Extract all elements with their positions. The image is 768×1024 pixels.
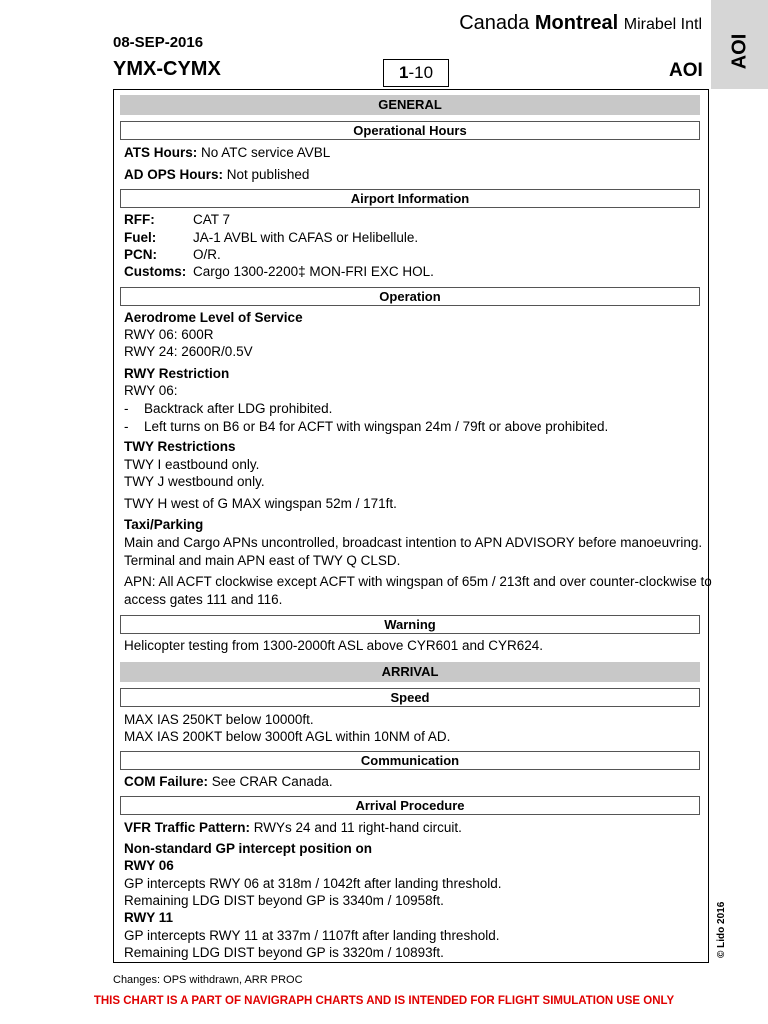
- ats-hours-label: ATS Hours:: [124, 145, 198, 160]
- communication-header: Communication: [120, 751, 700, 770]
- page-number-sub: 10: [414, 63, 434, 82]
- customs-value: Cargo 1300-2200‡ MON-FRI EXC HOL.: [193, 264, 434, 279]
- twy-restriction-line: TWY J westbound only.: [124, 474, 265, 489]
- page-number: [383, 59, 449, 87]
- airport-code: YMX-CYMX: [113, 58, 221, 80]
- speed-line: MAX IAS 250KT below 10000ft.: [124, 712, 314, 727]
- adops-hours-value: Not published: [226, 167, 310, 182]
- country: Canada: [459, 12, 530, 34]
- operational-hours-header: Operational Hours: [120, 121, 700, 140]
- rwy11-title: RWY 11: [124, 910, 174, 925]
- aerodrome-level-title: Aerodrome Level of Service: [124, 310, 303, 325]
- pcn-value: O/R.: [193, 247, 221, 262]
- section-label: AOI: [669, 60, 703, 81]
- speed-line: MAX IAS 200KT below 3000ft AGL within 10NM of AD.: [124, 729, 451, 744]
- twy-restriction-line: TWY I eastbound only.: [124, 457, 260, 472]
- list-bullet: -: [124, 419, 129, 434]
- changes-note: Changes: OPS withdrawn, ARR PROC: [113, 974, 303, 986]
- rwy-restriction-line: RWY 06:: [124, 383, 178, 398]
- vfr-value: RWYs 24 and 11 right-hand circuit.: [253, 820, 462, 835]
- rwy06-title: RWY 06: [124, 858, 174, 873]
- section-arrival-header: ARRIVAL: [120, 662, 700, 682]
- arrival-procedure-header: Arrival Procedure: [120, 796, 700, 815]
- rwy11-line: Remaining LDG DIST beyond GP is 3320m / 10893ft.: [124, 945, 444, 960]
- vfr-label: VFR Traffic Pattern:: [124, 820, 251, 835]
- rwy-restriction-title: RWY Restriction: [124, 366, 230, 381]
- rff-label: RFF:: [124, 212, 155, 227]
- rwy06-line: GP intercepts RWY 06 at 318m / 1042ft after landing threshold.: [124, 876, 502, 891]
- taxi-parking-line: Terminal and main APN east of TWY Q CLSD.: [124, 553, 401, 568]
- gp-intercept-title: Non-standard GP intercept position on: [124, 841, 373, 856]
- city: Montreal: [534, 12, 619, 34]
- als-line: RWY 24: 2600R/0.5V: [124, 344, 253, 359]
- twy-restriction-line: TWY H west of G MAX wingspan 52m / 171ft.: [124, 496, 397, 511]
- rwy06-line: Remaining LDG DIST beyond GP is 3340m / 10958ft.: [124, 893, 444, 908]
- taxi-parking-line: APN: All ACFT clockwise except ACFT with wingspan of 65m / 213ft and over counter-clockwise to: [124, 574, 712, 589]
- ats-hours: [124, 145, 330, 160]
- rff-value: CAT 7: [193, 212, 231, 227]
- operation-header: Operation: [120, 287, 700, 306]
- vfr-traffic-pattern: [124, 820, 462, 835]
- ats-hours-value: No ATC service AVBL: [201, 145, 331, 160]
- rwy-restriction-item: Backtrack after LDG prohibited.: [144, 401, 333, 416]
- com-failure-value: See CRAR Canada.: [211, 774, 333, 789]
- adops-hours-label: AD OPS Hours:: [124, 167, 224, 182]
- warning-header: Warning: [120, 615, 700, 634]
- rwy11-line: GP intercepts RWY 11 at 337m / 1107ft after landing threshold.: [124, 928, 500, 943]
- twy-restrictions-title: TWY Restrictions: [124, 439, 236, 454]
- airport-location: [459, 12, 702, 35]
- disclaimer: THIS CHART IS A PART OF NAVIGRAPH CHARTS AND IS INTENDED FOR FLIGHT SIMULATION USE ONLY: [93, 995, 675, 1007]
- fuel-value: JA-1 AVBL with CAFAS or Helibellule.: [193, 230, 419, 245]
- list-bullet: -: [124, 401, 129, 416]
- chart-date: 08-SEP-2016: [113, 34, 204, 51]
- page-number-sep: -: [408, 63, 415, 82]
- com-failure: [124, 774, 333, 789]
- taxi-parking-line: access gates 111 and 116.: [124, 592, 283, 607]
- als-line: RWY 06: 600R: [124, 327, 214, 342]
- airport-information-header: Airport Information: [120, 189, 700, 208]
- adops-hours: [124, 167, 309, 182]
- warning-text: Helicopter testing from 1300-2000ft ASL above CYR601 and CYR624.: [124, 638, 544, 653]
- customs-label: Customs:: [124, 264, 187, 279]
- airport-name: Mirabel Intl: [623, 16, 702, 33]
- section-general-header: GENERAL: [120, 95, 700, 115]
- page-number-main: 1: [398, 63, 409, 82]
- com-failure-label: COM Failure:: [124, 774, 209, 789]
- pcn-label: PCN:: [124, 247, 157, 262]
- fuel-label: Fuel:: [124, 230, 157, 245]
- speed-header: Speed: [120, 688, 700, 707]
- section-tab-label: AOI: [728, 33, 751, 70]
- rwy-restriction-item: Left turns on B6 or B4 for ACFT with wingspan 24m / 79ft or above prohibited.: [144, 419, 609, 434]
- copyright: © Lido 2016: [716, 901, 727, 958]
- taxi-parking-line: Main and Cargo APNs uncontrolled, broadcast intention to APN ADVISORY before manoeuvring.: [124, 535, 703, 550]
- taxi-parking-title: Taxi/Parking: [124, 517, 204, 532]
